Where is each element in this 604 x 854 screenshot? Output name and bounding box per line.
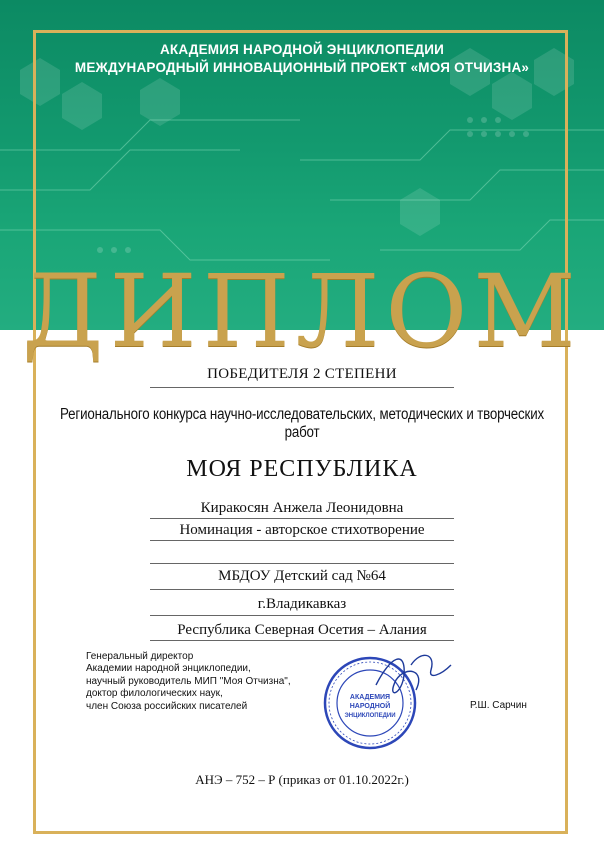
divider: [150, 640, 454, 641]
divider: [150, 387, 454, 388]
signatory-line: член Союза российских писателей: [86, 700, 248, 712]
svg-text:АКАДЕМИЯ: АКАДЕМИЯ: [349, 694, 391, 701]
order-number: АНЭ – 752 – Р (приказ от 01.10.2022г.): [195, 772, 409, 787]
handwritten-signature: [356, 645, 476, 715]
divider: [150, 589, 454, 590]
signatory-line: Академии народной энциклопедии,: [86, 663, 251, 675]
diploma-title: ДИПЛОМ: [22, 253, 582, 370]
nomination-text: Номинация - авторское стихотворение: [179, 522, 425, 538]
signatory-line: доктор филологических наук,: [86, 688, 223, 700]
divider: [150, 540, 454, 541]
divider: [150, 518, 454, 519]
signer-name: Р.Ш. Сарчин: [470, 700, 527, 711]
divider: [150, 563, 454, 564]
participant-name: Киракосян Анжела Леонидовна: [200, 500, 404, 516]
city-name: г.Владикавказ: [257, 596, 347, 612]
signatory-line: научный руководитель МИП "Моя Отчизна",: [86, 675, 291, 687]
contest-name: Регионального конкурса научно-исследовательских, методических и творческих работ: [60, 406, 544, 441]
svg-text:ЭНЦИКЛОПЕДИИ: ЭНЦИКЛОПЕДИИ: [344, 713, 396, 719]
degree-text: ПОБЕДИТЕЛЯ 2 СТЕПЕНИ: [207, 366, 397, 382]
signatory-block: [86, 651, 291, 713]
project-name: МОЯ РЕСПУБЛИКА: [186, 456, 418, 482]
project-title: МЕЖДУНАРОДНЫЙ ИННОВАЦИОННЫЙ ПРОЕКТ «МОЯ ОТЧИЗНА»: [74, 60, 530, 75]
region-name: Республика Северная Осетия – Алания: [177, 622, 427, 638]
svg-text:НАРОДНОЙ: НАРОДНОЙ: [349, 703, 391, 710]
academy-title: АКАДЕМИЯ НАРОДНОЙ ЭНЦИКЛОПЕДИИ: [159, 42, 445, 57]
divider: [150, 615, 454, 616]
organization-name: МБДОУ Детский сад №64: [218, 568, 386, 584]
signatory-line: Генеральный директор: [86, 651, 194, 662]
